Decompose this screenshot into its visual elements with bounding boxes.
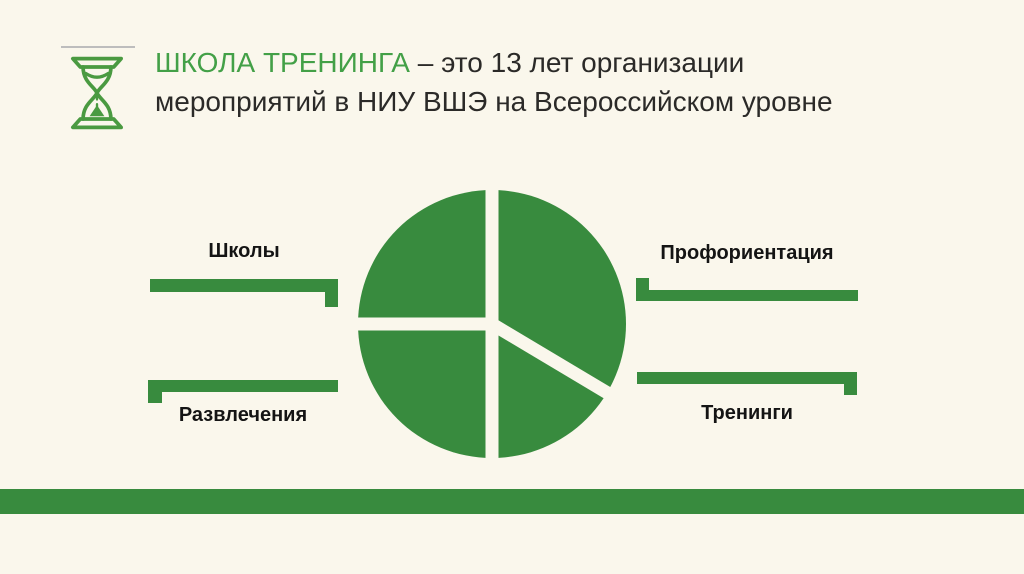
hourglass-sand-level <box>86 74 108 78</box>
bottom-accent-bar <box>0 489 1024 514</box>
header-divider-line <box>61 46 135 48</box>
callout-entertainment-label: Развлечения <box>178 404 308 426</box>
callout-entertainment-line <box>148 380 338 392</box>
title-rest-line1: – это 13 лет организации <box>409 47 745 78</box>
callout-trainings <box>637 372 857 427</box>
title-highlight: ШКОЛА ТРЕНИНГА <box>155 47 410 78</box>
hourglass-sand-pile <box>90 105 105 116</box>
hourglass-top-bulb <box>83 67 111 93</box>
hourglass-icon <box>66 54 128 132</box>
slide-title <box>155 43 985 121</box>
callout-career-guidance <box>636 240 858 310</box>
callout-trainings-label: Тренинги <box>701 402 793 424</box>
callout-entertainment <box>148 380 338 435</box>
callout-trainings-line <box>637 372 857 384</box>
hourglass-bottom-cap <box>73 119 121 127</box>
callout-schools-label: Школы <box>208 240 280 262</box>
callout-schools <box>150 238 338 313</box>
hourglass-top-cap <box>73 59 121 67</box>
callout-schools-line <box>150 279 338 292</box>
callout-career-guidance-label: Профориентация <box>660 242 834 264</box>
title-line2: мероприятий в НИУ ВШЭ на Всероссийском уровне <box>155 86 833 117</box>
pie-chart <box>346 178 638 470</box>
callout-career-guidance-line <box>636 290 858 301</box>
